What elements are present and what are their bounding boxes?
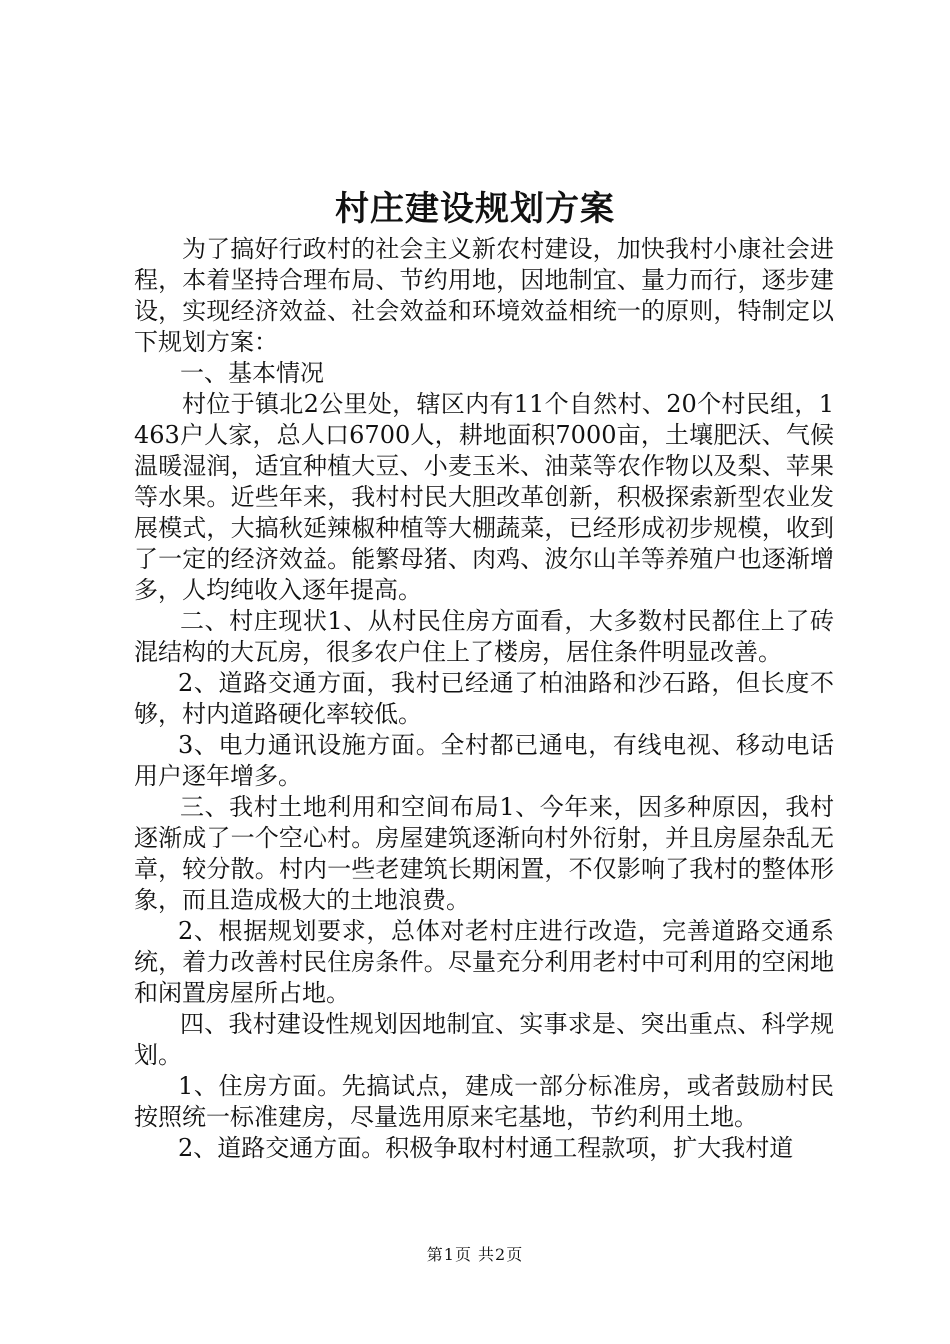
housing-plan-paragraph: 1、住房方面。先搞试点，建成一部分标准房，或者鼓励村民按照统一标准建房，尽量选用原来宅基地，节约利用土地。 bbox=[134, 1072, 834, 1131]
village-status-paragraph: 二、村庄现状1、从村民住房方面看，大多数村民都住上了砖混结构的大瓦房，很多农户住上了楼房，居住条件明显改善。 bbox=[134, 607, 834, 666]
intro-paragraph: 为了搞好行政村的社会主义新农村建设，加快我村小康社会进程，本着坚持合理布局、节约用地，因地制宜、量力而行，逐步建设，实现经济效益、社会效益和环境效益相统一的原则，特制定以下规划方案： bbox=[134, 235, 834, 356]
construction-planning-heading: 四、我村建设性规划因地制宜、实事求是、突出重点、科学规划。 bbox=[134, 1010, 834, 1069]
planning-requirements-paragraph: 2、根据规划要求，总体对老村庄进行改造，完善道路交通系统，着力改善村民住房条件。尽量充分利用老村中可利用的空闲地和闲置房屋所占地。 bbox=[134, 917, 834, 1007]
document-title: 村庄建设规划方案 bbox=[335, 189, 615, 229]
power-telecom-paragraph: 3、电力通讯设施方面。全村都已通电，有线电视、移动电话用户逐年增多。 bbox=[134, 731, 834, 790]
roads-status-paragraph: 2、道路交通方面，我村已经通了柏油路和沙石路，但长度不够，村内道路硬化率较低。 bbox=[134, 669, 834, 728]
basic-situation-paragraph: 村位于镇北2公里处，辖区内有11个自然村、20个村民组，1463户人家，总人口6700人，耕地面积7000亩，土壤肥沃、气候温暖湿润，适宜种植大豆、小麦玉米、油菜等农作物以及梨、苹果等水果。近些年来，我村村民大胆改革创新，积极探索新型农业发展模式，大搞秋延辣椒种植等大棚蔬菜，已经形成初步规模，收到了一定的经济效益。能繁母猪、肉鸡、波尔山羊等养殖户也逐渐增多，人均纯收入逐年提高。 bbox=[134, 390, 834, 604]
page-indicator: 第1页 共2页 bbox=[426, 1245, 524, 1264]
land-use-paragraph: 三、我村土地利用和空间布局1、今年来，因多种原因，我村逐渐成了一个空心村。房屋建筑逐渐向村外衍射，并且房屋杂乱无章，较分散。村内一些老建筑长期闲置，不仅影响了我村的整体形象，而且造成极大的土地浪费。 bbox=[134, 793, 834, 914]
roads-plan-paragraph: 2、道路交通方面。积极争取村村通工程款项，扩大我村道 bbox=[178, 1134, 794, 1162]
section-heading-basic-situation: 一、基本情况 bbox=[180, 359, 324, 387]
document-body bbox=[134, 234, 834, 1164]
